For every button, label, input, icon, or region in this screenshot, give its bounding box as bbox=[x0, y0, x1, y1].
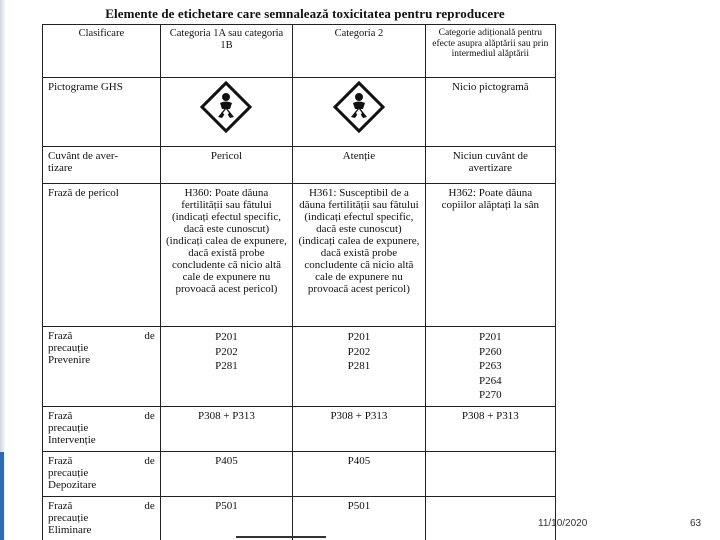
precaution-words bbox=[48, 410, 155, 422]
signal-word-cat1: Pericol bbox=[160, 147, 292, 184]
precaution-word-fraza: Frază bbox=[48, 499, 73, 512]
precaution-word: precauție bbox=[48, 342, 89, 354]
code-item: P202 bbox=[215, 345, 238, 358]
precaution-prevention-row bbox=[43, 327, 556, 407]
signal-word-lactation: Niciun cuvânt de avertizare bbox=[425, 147, 555, 184]
labelling-table bbox=[42, 24, 556, 540]
precaution-word-fraza: Frază bbox=[48, 454, 73, 467]
code-item: P260 bbox=[479, 345, 502, 358]
intervention-sublabel: Intervenție bbox=[48, 433, 96, 446]
header-category-1: Categoria 1A sau categoria 1B bbox=[160, 25, 292, 78]
pictogram-cat2 bbox=[293, 78, 425, 147]
disposal-cat2: P501 bbox=[293, 496, 425, 540]
precaution-disposal-row bbox=[43, 496, 556, 540]
hazard-lactation: H362: Poate dăuna copiilor alăptați la sân bbox=[425, 184, 555, 327]
intervention-lactation: P308 + P313 bbox=[425, 406, 555, 451]
document-sheet bbox=[40, 24, 562, 540]
precaution-storage-row bbox=[43, 451, 556, 496]
disposal-cat1: P501 bbox=[160, 496, 292, 540]
storage-sublabel: Depozitare bbox=[48, 478, 97, 491]
hazard-statement-row bbox=[43, 184, 556, 327]
prevention-lactation bbox=[425, 327, 555, 407]
hazard-cat2: H361: Susceptibil de a dăuna fertilității sau fătului (indicați efectul specific, dacă este cunoscut) (indicați calea de expunere, dacă există probe concludente că nicio altă cale de expunere nu provoacă acest pericol) bbox=[293, 184, 425, 327]
signal-word-label-line1: Cuvânt de aver- bbox=[48, 150, 119, 162]
storage-lactation bbox=[425, 451, 555, 496]
code-item: P270 bbox=[479, 389, 502, 401]
intervention-label bbox=[43, 406, 161, 451]
ghs-health-hazard-icon bbox=[333, 81, 385, 133]
precaution-word-de: de bbox=[144, 409, 155, 422]
storage-cat1: P405 bbox=[160, 451, 292, 496]
footer-page-number: 63 bbox=[690, 518, 702, 529]
prevention-sublabel: Prevenire bbox=[48, 354, 91, 366]
code-item: P281 bbox=[347, 360, 371, 372]
precaution-words bbox=[48, 330, 155, 342]
precaution-word: precauție bbox=[48, 466, 89, 479]
precaution-word-de: de bbox=[144, 499, 155, 512]
hazard-label: Frază de pericol bbox=[43, 184, 161, 327]
code-item: P201 bbox=[347, 331, 371, 343]
precaution-word: precauție bbox=[48, 421, 89, 434]
intervention-cat1: P308 + P313 bbox=[160, 406, 292, 451]
precaution-word: precauție bbox=[48, 511, 89, 524]
prevention-cat2 bbox=[293, 327, 425, 407]
signal-word-label bbox=[43, 147, 161, 184]
signal-word-row bbox=[43, 147, 556, 184]
pictogram-label: Pictograme GHS bbox=[43, 78, 161, 147]
storage-cat2: P405 bbox=[293, 451, 425, 496]
ghs-health-hazard-icon bbox=[200, 81, 252, 133]
precaution-word-fraza: Frază bbox=[48, 409, 73, 422]
precaution-word-fraza: Frază bbox=[48, 330, 73, 342]
precaution-word-de: de bbox=[144, 454, 155, 467]
code-item: P264 bbox=[479, 374, 502, 387]
precaution-words bbox=[48, 455, 155, 467]
precaution-words bbox=[48, 500, 155, 512]
header-category-2: Categoria 2 bbox=[293, 25, 425, 78]
signal-word-cat2: Atenție bbox=[293, 147, 425, 184]
storage-label bbox=[43, 451, 161, 496]
precaution-word-de: de bbox=[144, 330, 155, 342]
prevention-label bbox=[43, 327, 161, 407]
code-item: P201 bbox=[479, 331, 502, 343]
prevention-cat1 bbox=[160, 327, 292, 407]
disposal-sublabel: Eliminare bbox=[48, 523, 92, 536]
hazard-cat1: H360: Poate dăuna fertilității sau fătului (indicați efectul specific, dacă este cunoscut) (indicați calea de expunere, dacă există probe concludente că nicio altă cale de expunere nu provoacă acest pericol) bbox=[160, 184, 292, 327]
precaution-intervention-row bbox=[43, 406, 556, 451]
footer-date: 11/10/2020 bbox=[538, 518, 588, 529]
code-item: P201 bbox=[215, 331, 238, 343]
header-lactation: Categorie adițională pentru efecte asupra alăptării sau prin intermediul alăptării bbox=[425, 25, 555, 78]
header-classification: Clasificare bbox=[43, 25, 161, 78]
code-item: P281 bbox=[215, 360, 238, 372]
signal-word-label-line2: tizare bbox=[48, 162, 73, 174]
bottom-rule bbox=[236, 536, 326, 538]
pictogram-cat1 bbox=[160, 78, 292, 147]
disposal-label bbox=[43, 496, 161, 540]
code-item: P263 bbox=[479, 360, 502, 372]
disposal-lactation bbox=[425, 496, 555, 540]
document-title: Elemente de etichetare care semnalează toxicitatea pentru reproducere bbox=[105, 6, 505, 21]
code-item: P202 bbox=[347, 345, 371, 358]
left-accent-bar bbox=[0, 452, 4, 540]
header-row bbox=[43, 25, 556, 78]
pictogram-lactation: Nicio pictogramă bbox=[425, 78, 555, 147]
intervention-cat2: P308 + P313 bbox=[293, 406, 425, 451]
pictogram-row bbox=[43, 78, 556, 147]
